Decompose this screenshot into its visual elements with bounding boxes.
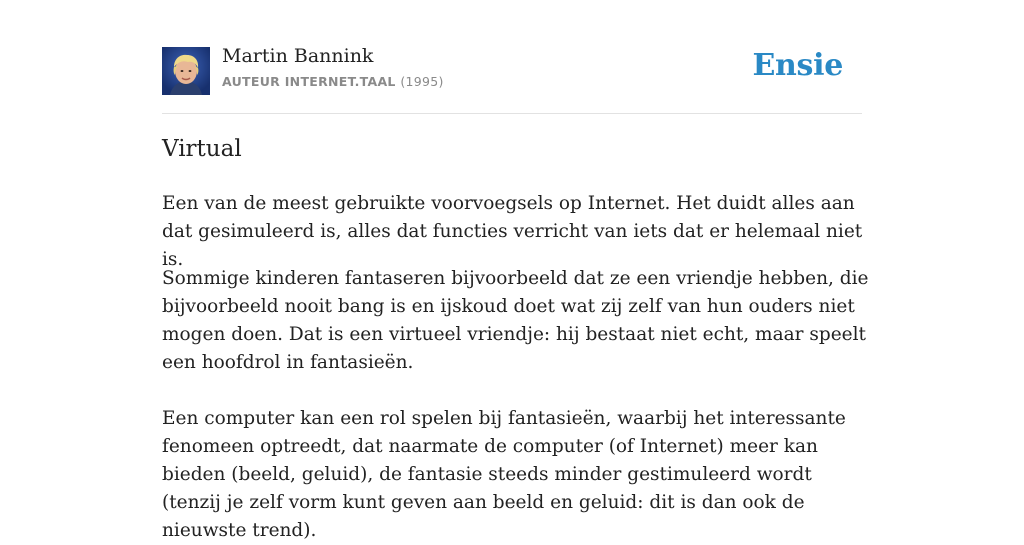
author-photo: [162, 47, 210, 95]
article-title: Virtual: [162, 136, 242, 162]
author-header: [162, 0, 862, 114]
article-container: [162, 0, 869, 541]
ensie-logo[interactable]: Ensie: [752, 48, 843, 83]
author-year: (1995): [400, 74, 444, 89]
author-name[interactable]: Martin Bannink: [222, 45, 374, 67]
article-paragraph-2: Sommige kinderen fantaseren bijvoorbeeld dat ze een vriendje hebben, die bijvoorbeeld nooit bang is en ijskoud doet wat zij zelf van hun ouders niet mogen doen. Dat is een virtueel vriendje: hij bestaat niet echt, maar speelt een hoofdrol in fantasieën.: [162, 268, 869, 373]
author-avatar[interactable]: [162, 47, 210, 95]
article-paragraph-3: Een computer kan een rol spelen bij fantasieën, waarbij het interessante fenomeen optreedt, dat naarmate de computer (of Internet) meer kan bieden (beeld, geluid), de fantasie steeds minder gestimuleerd wordt (tenzij je zelf vorm kunt geven aan beeld en geluid: dit is dan ook de nieuwste trend).: [162, 408, 846, 541]
author-subtitle: [222, 74, 444, 89]
author-role: AUTEUR INTERNET.TAAL: [222, 74, 396, 89]
article-paragraph-1: Een van de meest gebruikte voorvoegsels op Internet. Het duidt alles aan dat gesimuleerd is, alles dat functies verricht van iets dat er helemaal niet is.: [162, 193, 863, 270]
